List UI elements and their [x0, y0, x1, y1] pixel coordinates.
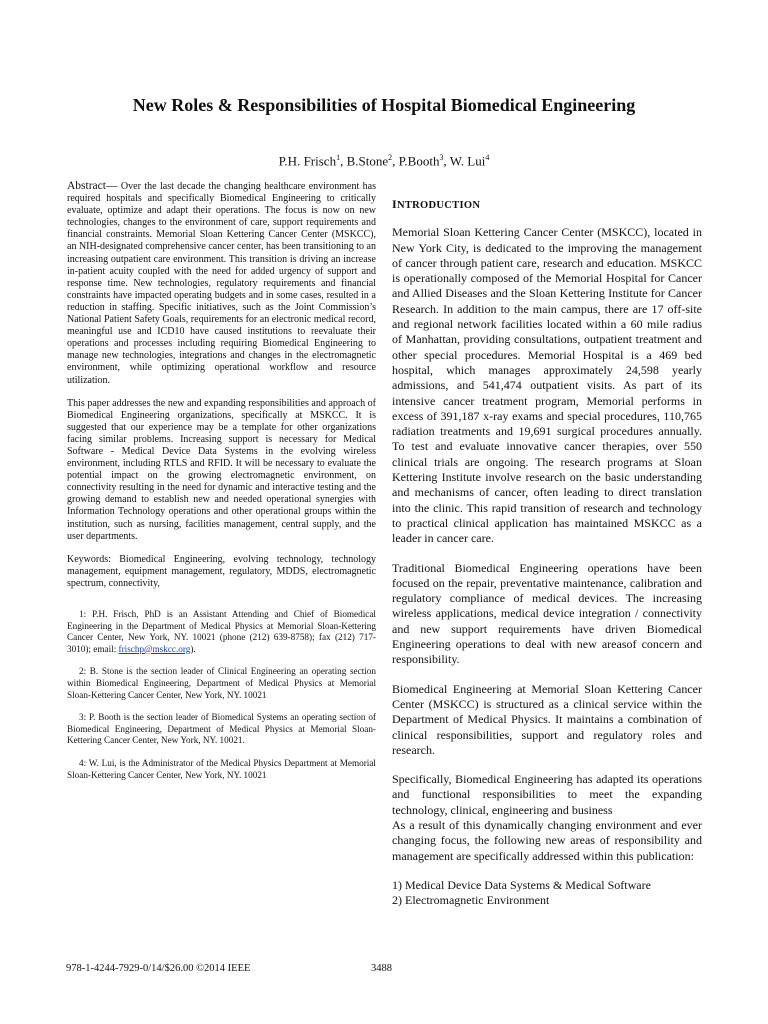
- intro-paragraph-4a: Specifically, Biomedical Engineering has adapted its operations and functional responsibilities to meet the expanding technology, clinical, engineering and business: [392, 772, 702, 817]
- author-affiliation-mark: 1: [336, 153, 341, 162]
- footnote-2: 2: B. Stone is the section leader of Clinical Engineering an operating section within Biomedical Engineering, Department of Medical Physics at Memorial Sloan-Kettering Cancer Center, New York, NY. 10021: [67, 666, 376, 700]
- page-number: 3488: [371, 963, 392, 974]
- heading-initial: I: [392, 197, 397, 211]
- heading-rest: NTRODUCTION: [396, 200, 481, 211]
- footnote-1: [67, 609, 376, 655]
- list-item: 1) Medical Device Data Systems & Medical Software: [392, 877, 651, 892]
- abstract-paragraph: [67, 180, 376, 387]
- right-column: [392, 197, 702, 908]
- author-name: W. Lui: [449, 153, 486, 169]
- intro-paragraph-3: Biomedical Engineering at Memorial Sloan Kettering Cancer Center (MSKCC) is structured as a clinical service within the Department of Medical Physics. It maintains a combination of clinical responsibilities, support and regulatory roles and research.: [392, 681, 702, 757]
- left-column: [67, 180, 376, 792]
- footnote-4: 4: W. Lui, is the Administrator of the Medical Physics Department at Memorial Sloan-Kettering Cancer Center, New York, NY. 10021: [67, 757, 376, 780]
- paper-title: New Roles & Responsibilities of Hospital Biomedical Engineering: [132, 95, 636, 115]
- author-name: P.Booth: [398, 153, 440, 169]
- section-heading-introduction: [392, 197, 702, 213]
- keywords: Keywords: Biomedical Engineering, evolving technology, technology management, equipment management, regulatory, MDDS, electromagnetic spectrum, connectivity,: [67, 553, 376, 589]
- intro-paragraph-2: Traditional Biomedical Engineering operations have been focused on the repair, preventative maintenance, calibration and regulatory compliance of medical devices. The increasing wireless applications, medical device integration / connectivity and new support requirements have driven Biomedical Engineering operations to deal with new areasof concern and responsibility.: [392, 560, 702, 667]
- author-affiliation-mark: 2: [388, 153, 393, 162]
- copyright-line: 978-1-4244-7929-0/14/$26.00 ©2014 IEEE: [66, 963, 251, 974]
- abstract-paragraph-2: This paper addresses the new and expanding responsibilities and approach of Biomedical Engineering organizations, specifically at MSKCC. It is suggested that our experience may be a template for other organizations facing similar problems. Increasing support is necessary for Medical Software - Medical Device Data Systems in the evolving wireless environment, including RTLS and RFID. It will be necessary to evaluate the potential impact on the growing electromagnetic environment, on connectivity resulting in the need for dynamic and interactive testing and the growing demand to establish new and needed operational synergies with Information Technology operations and other operational groups within the institution, such as nursing, facilities management, central supply, and the user departments.: [67, 397, 376, 542]
- author-affiliation-mark: 4: [485, 153, 490, 162]
- intro-paragraph-1: Memorial Sloan Kettering Cancer Center (MSKCC), located in New York City, is dedicated to the improving the management of cancer through patient care, research and education. MSKCC is operationally composed of the Memorial Hospital for Cancer and Allied Diseases and the Sloan Kettering Institute for Cancer Research. In addition to the main campus, there are 17 off-site and regional network facilities located within a 60 mile radius of Manhattan, providing consultations, outpatient treatment and other special procedures. Memorial Hospital is a 469 bed hospital, which manages approximately 24,598 yearly admissions, and 541,474 outpatient visits. As part of its intensive cancer treatment program, Memorial performs in excess of 391,187 x-ray exams and special procedures, 110,765 radiation treatments and 19,691 surgical procedures annually. To test and evaluate innovative cancer therapies, over 550 clinical trials are ongoing. The research programs at Sloan Kettering Institute involve research on the basic understanding and mechanisms of cancer, often leading to direct translation into the clinic. This rapid transition of research and technology to practical clinical application has maintained MSKCC as a leader in cancer care.: [392, 225, 702, 546]
- author-name: P.H. Frisch: [278, 153, 337, 169]
- list-item: 2) Electromagnetic Environment: [392, 893, 550, 908]
- abstract-label: Abstract—: [67, 180, 118, 192]
- author-email-link[interactable]: frischp@mskcc.org: [118, 643, 191, 654]
- footnote-3: 3: P. Booth is the section leader of Biomedical Systems an operating section of Biomedical Engineering, Department of Medical Physics at Memorial Sloan-Kettering Cancer Center, New York, NY. 10021.: [67, 712, 376, 746]
- footnote-tail: ).: [190, 643, 196, 654]
- author-name: B.Stone: [346, 153, 389, 169]
- intro-paragraph-4b: As a result of this dynamically changing environment and ever changing focus, the following new areas of responsibility and management are specifically addressed within this publication:: [392, 817, 702, 863]
- abstract-text: Over the last decade the changing healthcare environment has required hospitals and specifically Biomedical Engineering to critically evaluate, optimize and adapt their operations. The focus is now on new technologies, changes to the environment of care, support requirements and financial constraints. Memorial Sloan Kettering Cancer Center (MSKCC), an NIH-designated comprehensive cancer center, has been transitioning to an increasing outpatient care environment. This transition is driving an increase in-patient acuity coupled with the need for added urgency of support and response time. New technologies, regulatory requirements and financial constraints have impacted operating budgets and in some cases, resulted in a reduction in staffing. Specific initiatives, such as the Joint Commission’s National Patient Safety Goals, requirements for an electronic medical record, meaningful use and ICD10 have caused institutions to reevaluate their operations and processes including requiring Biomedical Engineering to manage new technologies, integrations and changes in the electromagnetic environment, while optimizing operational workflow and resource utilization.: [67, 181, 377, 386]
- author-affiliation-mark: 3: [439, 153, 444, 162]
- footnote-text: 1: P.H. Frisch, PhD is an Assistant Attending and Chief of Biomedical Engineering in the Department of Medical Physics at Memorial Sloan-Kettering Cancer Center, New York, NY. 10021 (phone (212) 639-8758); fax (212) 717-3010); email:: [67, 609, 376, 654]
- author-line: P.H. Frisch$^1$, B.Stone$^2$, P.Booth$^3$, W. Lui$^4$: [278, 153, 490, 169]
